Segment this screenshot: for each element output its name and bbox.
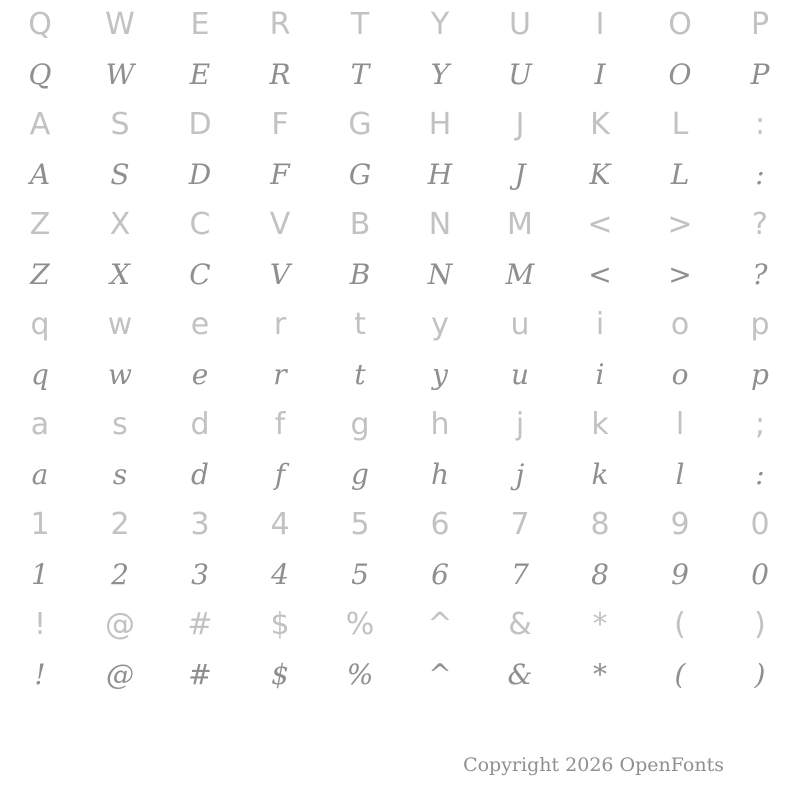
glyph-cell: H	[427, 158, 453, 191]
glyph-cell: B	[349, 258, 371, 291]
glyph-cell: W	[105, 7, 135, 42]
glyph-cell: ^	[428, 658, 452, 691]
glyph-cell: D	[188, 107, 212, 142]
glyph-cell: 5	[351, 558, 369, 591]
glyph-cell: i	[595, 307, 605, 342]
glyph-cell: 3	[191, 558, 209, 591]
glyph-cell: :	[755, 158, 765, 191]
glyph-cell: 7	[511, 558, 529, 591]
glyph-cell: P	[750, 7, 770, 42]
glyph-cell: G	[348, 107, 372, 142]
glyph-cell: k	[591, 407, 609, 442]
glyph-cell: B	[349, 207, 371, 242]
glyph-cell: e	[190, 307, 210, 342]
glyph-cell: a	[30, 407, 50, 442]
glyph-cell: u	[510, 307, 530, 342]
glyph-cell: @	[106, 658, 134, 691]
glyph-cell: o	[670, 307, 690, 342]
glyph-cell: N	[428, 207, 452, 242]
glyph-cell: r	[273, 307, 287, 342]
glyph-cell: ?	[752, 258, 768, 291]
glyph-cell: ?	[752, 207, 768, 242]
glyph-cell: r	[273, 358, 287, 391]
glyph-cell: 3	[190, 507, 210, 542]
glyph-cell: o	[671, 358, 689, 391]
glyph-cell: $	[270, 607, 290, 642]
glyph-cell: l	[675, 407, 685, 442]
glyph-cell: Z	[29, 207, 51, 242]
glyph-cell: ;	[754, 407, 766, 442]
glyph-cell: <	[588, 258, 612, 291]
glyph-cell: 0	[751, 558, 769, 591]
glyph-cell: y	[431, 307, 449, 342]
glyph-cell: M	[505, 258, 535, 291]
glyph-cell: #	[187, 607, 213, 642]
glyph-cell: T	[350, 58, 370, 91]
glyph-cell: G	[348, 158, 372, 191]
glyph-cell: 8	[591, 558, 609, 591]
glyph-cell: 9	[671, 558, 689, 591]
glyph-cell: &	[508, 607, 532, 642]
glyph-cell: O	[668, 7, 692, 42]
glyph-cell: 0	[750, 507, 770, 542]
glyph-cell: 2	[111, 558, 129, 591]
glyph-cell: (	[674, 607, 686, 642]
glyph-cell: s	[112, 407, 128, 442]
copyright-notice: Copyright 2026 OpenFonts	[463, 754, 724, 776]
glyph-cell: )	[754, 607, 766, 642]
glyph-cell: 9	[670, 507, 690, 542]
glyph-cell: 4	[271, 558, 289, 591]
glyph-cell: y	[432, 358, 448, 391]
glyph-cell: E	[190, 7, 210, 42]
glyph-cell: M	[507, 207, 533, 242]
glyph-cell: N	[427, 258, 453, 291]
glyph-cell: u	[510, 358, 530, 391]
glyph-cell: l	[675, 458, 685, 491]
glyph-cell: #	[188, 658, 212, 691]
glyph-cell: f	[274, 407, 286, 442]
glyph-cell: H	[428, 107, 452, 142]
glyph-cell: $	[271, 658, 289, 691]
glyph-cell: *	[592, 607, 608, 642]
glyph-cell: R	[269, 58, 291, 91]
glyph-cell: %	[345, 607, 375, 642]
glyph-cell: K	[590, 107, 610, 142]
glyph-cell: F	[271, 107, 289, 142]
glyph-cell: L	[671, 107, 689, 142]
glyph-cell: k	[591, 458, 609, 491]
glyph-cell: U	[509, 7, 531, 42]
glyph-cell: %	[346, 658, 374, 691]
glyph-cell: w	[107, 307, 133, 342]
glyph-cell: A	[29, 107, 51, 142]
glyph-cell: Y	[430, 58, 450, 91]
glyph-cell: :	[755, 458, 765, 491]
glyph-cell: R	[269, 7, 291, 42]
glyph-cell: C	[189, 207, 211, 242]
glyph-cell: g	[350, 407, 370, 442]
glyph-cell: d	[191, 458, 209, 491]
glyph-cell: C	[189, 258, 211, 291]
glyph-cell: 5	[350, 507, 370, 542]
glyph-cell: s	[112, 458, 128, 491]
glyph-cell: Z	[30, 258, 50, 291]
glyph-cell: f	[274, 458, 286, 491]
glyph-cell: &	[507, 658, 533, 691]
glyph-cell: V	[269, 258, 291, 291]
glyph-cell: j	[515, 407, 525, 442]
glyph-cell: X	[110, 258, 130, 291]
glyph-cell: P	[750, 58, 770, 91]
glyph-cell: O	[668, 58, 692, 91]
glyph-cell: 6	[430, 507, 450, 542]
glyph-cell: h	[430, 407, 450, 442]
glyph-cell: J	[515, 107, 525, 142]
glyph-cell: 2	[110, 507, 130, 542]
glyph-cell: d	[190, 407, 210, 442]
glyph-cell: !	[33, 607, 47, 642]
glyph-cell: e	[191, 358, 209, 391]
glyph-cell: L	[670, 158, 690, 191]
glyph-cell: h	[430, 458, 450, 491]
glyph-cell: V	[269, 207, 291, 242]
glyph-cell: g	[351, 458, 369, 491]
glyph-cell: K	[589, 158, 611, 191]
glyph-cell: S	[110, 158, 130, 191]
glyph-cell: q	[31, 358, 49, 391]
glyph-cell: w	[108, 358, 132, 391]
glyph-cell: :	[754, 107, 766, 142]
glyph-cell: i	[595, 358, 605, 391]
glyph-cell: @	[105, 607, 135, 642]
glyph-cell: 6	[431, 558, 449, 591]
glyph-cell: I	[594, 58, 606, 91]
glyph-cell: S	[110, 107, 130, 142]
glyph-cell: T	[350, 7, 370, 42]
glyph-cell: *	[593, 658, 607, 691]
glyph-cell: J	[514, 158, 526, 191]
glyph-cell: W	[105, 58, 135, 91]
glyph-cell: 7	[510, 507, 530, 542]
glyph-cell: >	[668, 258, 692, 291]
glyph-cell: 1	[30, 507, 50, 542]
glyph-cell: 4	[270, 507, 290, 542]
glyph-cell: Q	[28, 58, 52, 91]
glyph-cell: t	[354, 307, 366, 342]
glyph-cell: Q	[28, 7, 52, 42]
glyph-cell: A	[29, 158, 51, 191]
glyph-cell: U	[508, 58, 532, 91]
glyph-cell: I	[595, 7, 605, 42]
glyph-cell: ^	[427, 607, 453, 642]
glyph-cell: <	[587, 207, 613, 242]
glyph-cell: t	[354, 358, 366, 391]
glyph-cell: >	[667, 207, 693, 242]
glyph-cell: 1	[31, 558, 49, 591]
glyph-cell: p	[750, 307, 770, 342]
glyph-cell: E	[189, 58, 211, 91]
glyph-cell: j	[515, 458, 525, 491]
glyph-cell: p	[751, 358, 769, 391]
glyph-cell: q	[30, 307, 50, 342]
glyph-cell: !	[34, 658, 46, 691]
glyph-cell: F	[270, 158, 290, 191]
glyph-cell: (	[674, 658, 686, 691]
glyph-cell: 8	[590, 507, 610, 542]
glyph-cell: a	[31, 458, 49, 491]
glyph-cell: )	[754, 658, 766, 691]
glyph-cell: X	[109, 207, 131, 242]
glyph-cell: D	[188, 158, 212, 191]
glyph-cell: Y	[430, 7, 450, 42]
